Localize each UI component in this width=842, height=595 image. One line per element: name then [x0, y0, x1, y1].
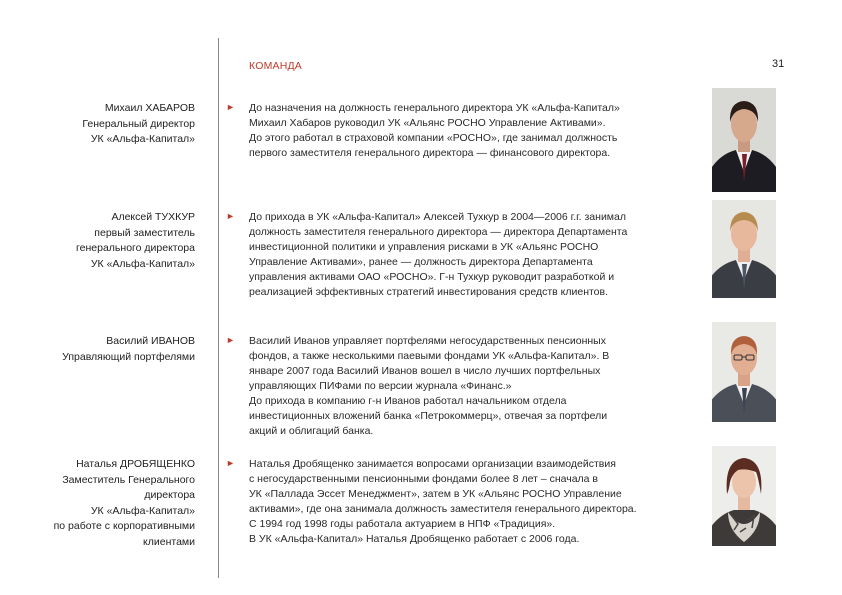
page-number: 31 [772, 58, 785, 70]
triangle-right-icon: ► [226, 335, 235, 345]
bio-line: Управление Активами», ранее — должность директора Департамента [249, 256, 593, 268]
bio-line: УК «Паллада Эссет Менеджмент», затем в УК «Альянс РОСНО Управление [249, 488, 622, 500]
member-title-line: генерального директора [76, 242, 195, 254]
bio-line: акций и облигаций банка. [249, 425, 374, 437]
member-name-block [20, 101, 195, 148]
bio-line: До прихода в компанию г-н Иванов работал начальником отдела [249, 395, 567, 407]
member-name-block [20, 334, 195, 365]
bio-line: Наталья Дробященко занимается вопросами организации взаимодействия [249, 458, 616, 470]
bio-line: Михаил Хабаров руководил УК «Альянс РОСНО Управление Активами». [249, 117, 606, 129]
bio-line: С 1994 год 1998 годы работала актуарием в НПФ «Традиция». [249, 518, 556, 530]
member-name-block [20, 457, 195, 550]
bio-line: инвестиционной политики и управления рисками в УК «Альянс РОСНО [249, 241, 599, 253]
bio-line: Василий Иванов управляет портфелями негосударственных пенсионных [249, 335, 606, 347]
bio-line: До прихода в УК «Альфа-Капитал» Алексей Тухкур в 2004—2006 г.г. занимал [249, 211, 626, 223]
member-photo-drobyashchenko [712, 446, 776, 546]
member-title-line: Генеральный директор [82, 117, 195, 130]
member-title-line: по работе с корпоративными [53, 520, 195, 532]
bio-line: должность заместителя генерального директора — директора Департамента [249, 226, 628, 238]
member-photo-khabarov [712, 88, 776, 192]
bio-line: с негосударственными пенсионными фондами более 8 лет – сначала в [249, 473, 599, 485]
member-name-block [20, 210, 195, 272]
member-bio [249, 101, 699, 161]
member-title-line: директора [144, 489, 195, 501]
bio-line: управляющих ПИФами по версии журнала «Финанс.» [249, 380, 512, 392]
member-bio [249, 210, 699, 300]
bio-line: управления активами ОАО «РОСНО». Г-н Тухкур руководит разработкой и [249, 271, 615, 283]
member-name: Наталья ДРОБЯЩЕНКО [76, 458, 195, 470]
triangle-right-icon: ► [226, 458, 235, 468]
triangle-right-icon: ► [226, 102, 235, 112]
bio-line: фондов, а также несколькими паевыми фондами УК «Альфа-Капитал». В [249, 350, 610, 362]
bio-line: инвестиционных вложений банка «Петрокоммерц», отвечая за портфели [249, 410, 608, 422]
member-photo-tukhkur [712, 200, 776, 298]
member-title-line: первый заместитель [94, 226, 195, 239]
vertical-divider [218, 38, 219, 578]
bio-line: реализацией эффективных стратегий инвестирования средств клиентов. [249, 286, 609, 298]
member-name: Михаил ХАБАРОВ [104, 102, 195, 114]
member-photo-ivanov [712, 322, 776, 422]
member-title-line: клиентами [143, 535, 195, 548]
member-title-line: Заместитель Генерального [62, 473, 195, 486]
triangle-right-icon: ► [226, 211, 235, 221]
bio-line: активами», где она занимала должность заместителя генерального директора. [249, 503, 637, 515]
member-name: Василий ИВАНОВ [106, 335, 195, 347]
member-bio [249, 457, 699, 547]
member-title-line: УК «Альфа-Капитал» [90, 504, 195, 517]
bio-line: До этого работал в страховой компании «РОСНО», где занимал должность [249, 132, 618, 144]
section-title: КОМАНДА [249, 60, 303, 72]
member-title-line: Управляющий портфелями [62, 350, 195, 363]
bio-line: первого заместителя генерального директора — финансового директора. [249, 147, 611, 159]
member-title-line: УК «Альфа-Капитал» [90, 257, 195, 270]
member-name: Алексей ТУХКУР [111, 211, 195, 223]
member-title-line: УК «Альфа-Капитал» [90, 133, 195, 145]
bio-line: январе 2007 года Василий Иванов вошел в число лучших портфельных [249, 365, 601, 377]
member-bio [249, 334, 699, 439]
bio-line: В УК «Альфа-Капитал» Наталья Дробященко работает с 2006 года. [249, 533, 580, 545]
bio-line: До назначения на должность генерального директора УК «Альфа-Капитал» [249, 102, 620, 114]
